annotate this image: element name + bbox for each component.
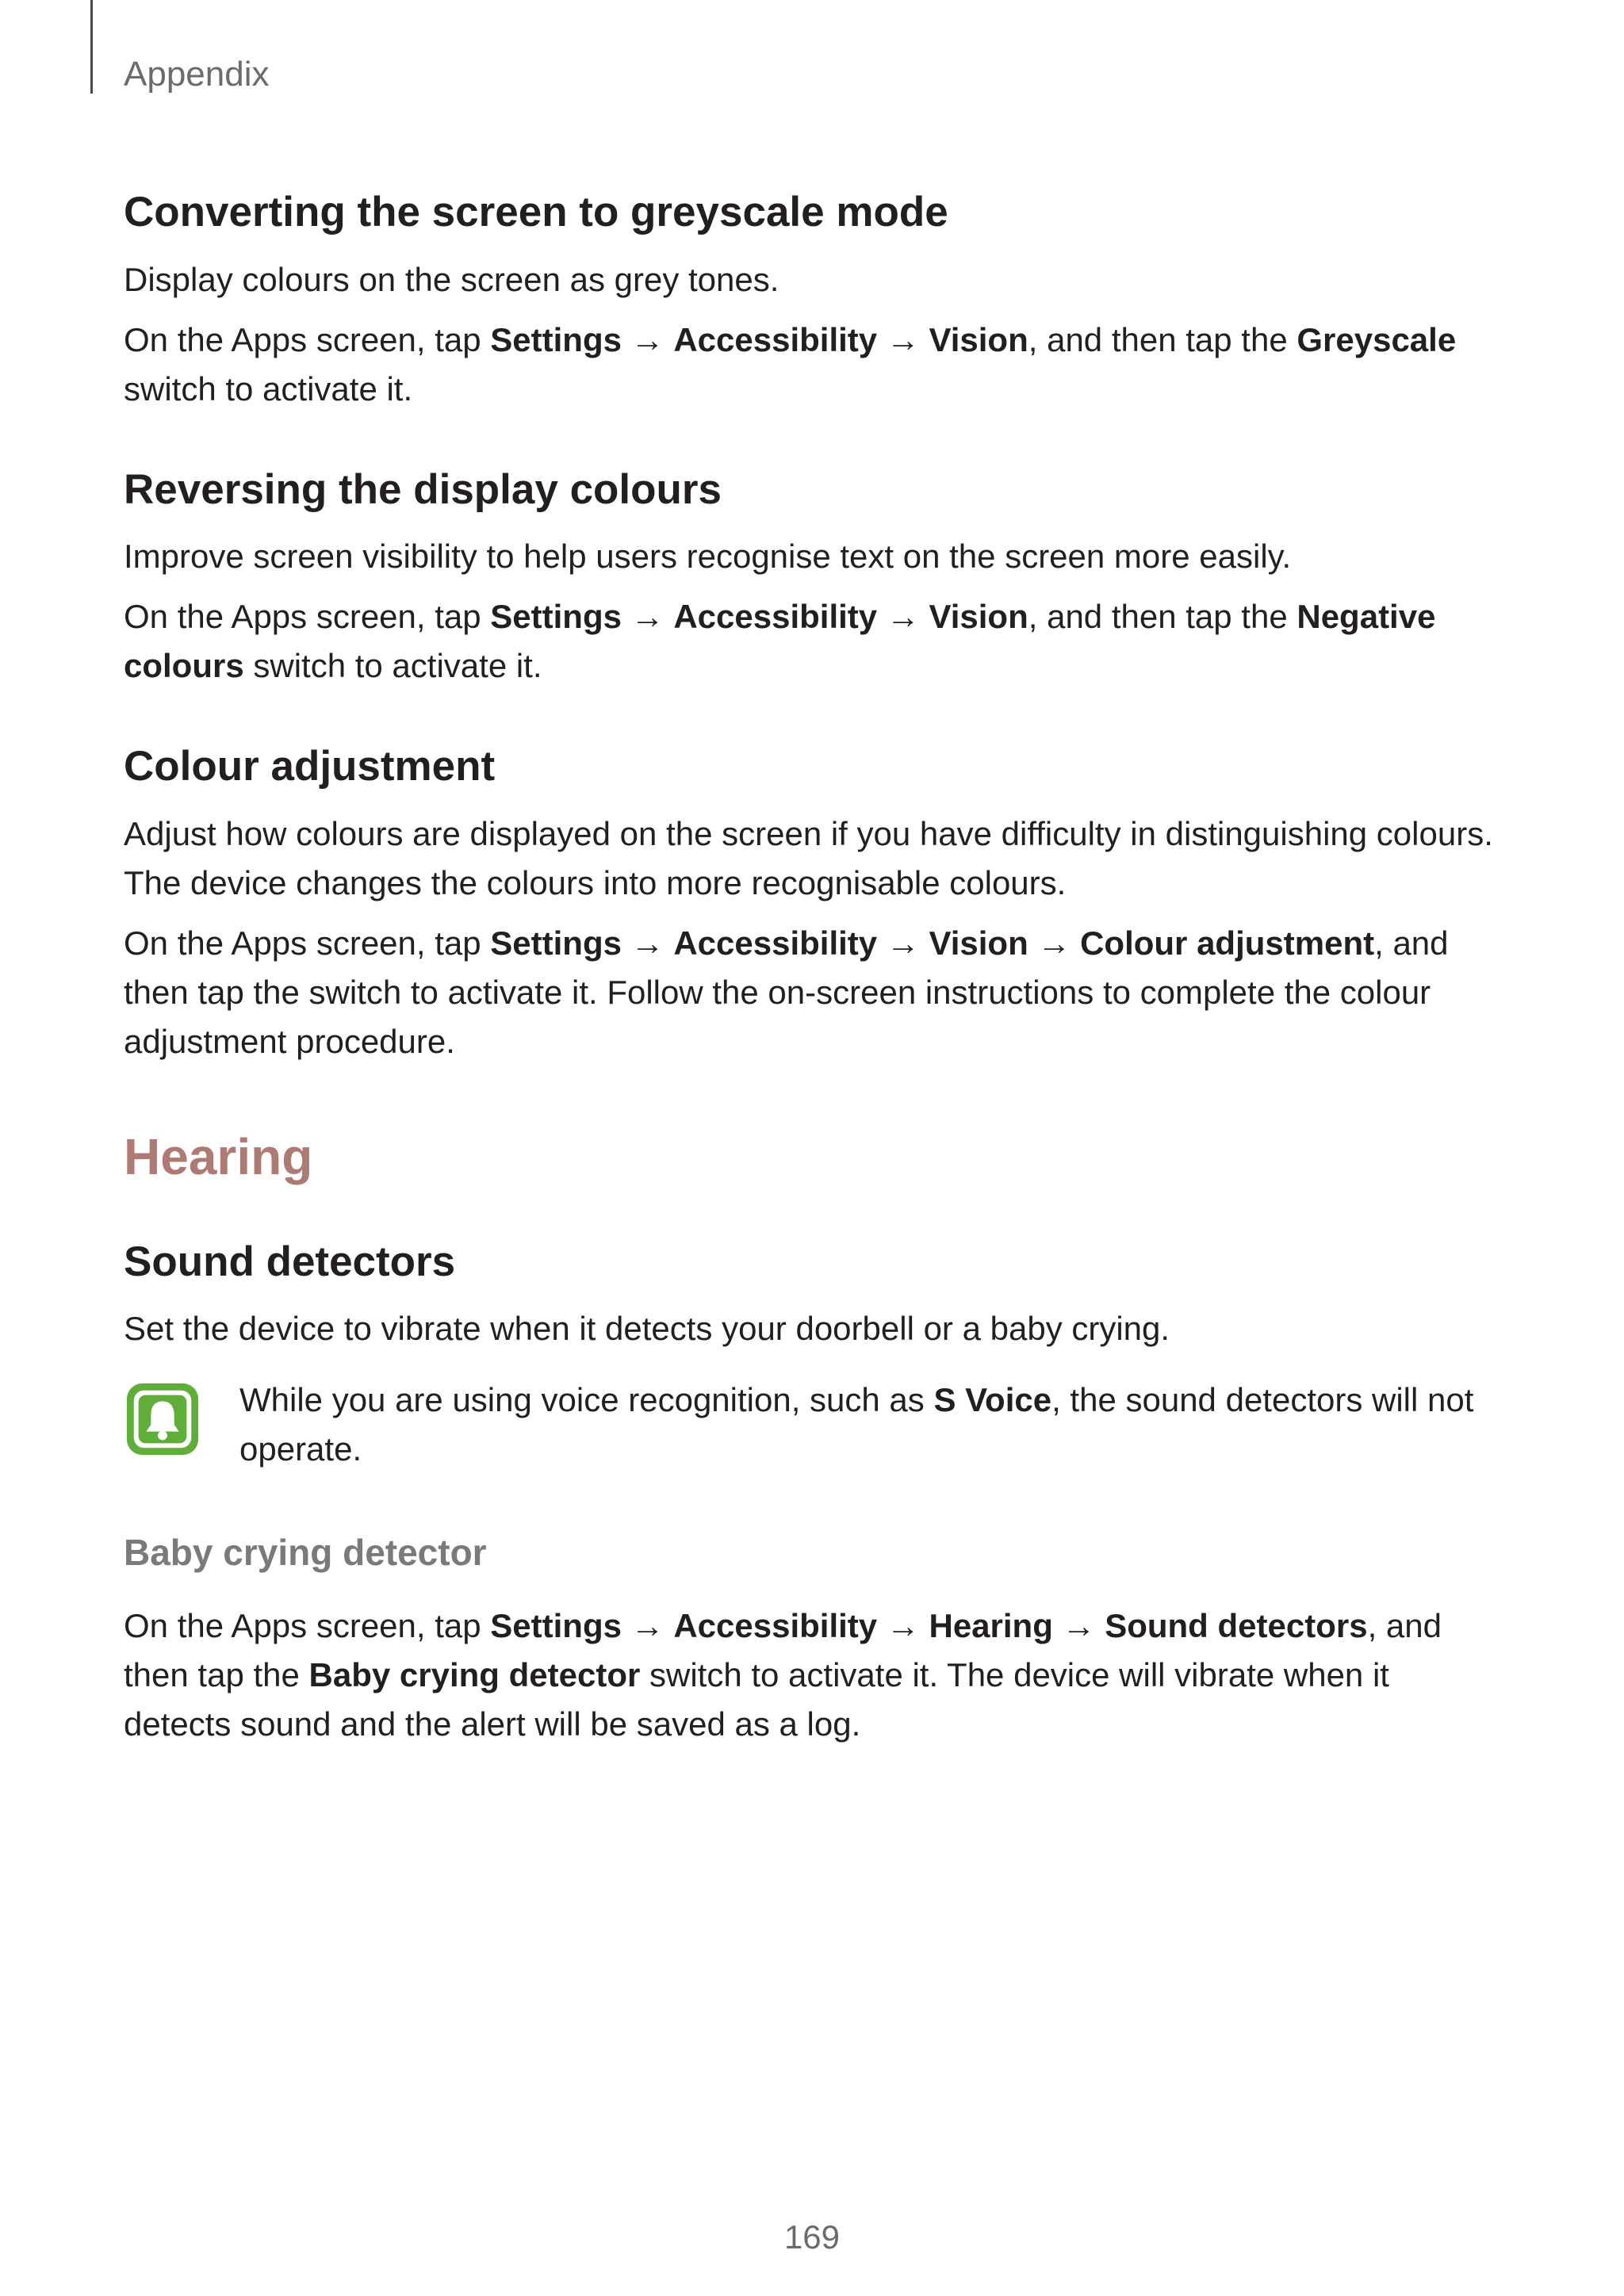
colour-adjustment-heading: Colour adjustment bbox=[124, 743, 496, 790]
greyscale-section bbox=[124, 187, 1503, 414]
baby-crying-section bbox=[124, 1531, 1503, 1749]
negative-colours-description: Improve screen visibility to help users recognise text on the screen more easily. bbox=[124, 538, 1292, 576]
colour-adjustment-section bbox=[124, 741, 1503, 1066]
page-content bbox=[124, 187, 1503, 1760]
colour-adjustment-instructions: On the Apps screen, tap Settings → Accessibility → Vision → Colour adjustment, and then tap the switch to activate it. Follow the on-screen instructions to complete the colour adjustment procedure. bbox=[124, 924, 1449, 1060]
note-box bbox=[124, 1376, 1503, 1474]
negative-colours-instructions: On the Apps screen, tap Settings → Accessibility → Vision, and then tap the Negative colours switch to activate it. bbox=[124, 598, 1436, 685]
greyscale-instructions: On the Apps screen, tap Settings → Accessibility → Vision, and then tap the Greyscale switch to activate it. bbox=[124, 320, 1457, 408]
note-text: While you are using voice recognition, such as S Voice, the sound detectors will not operate. bbox=[239, 1381, 1474, 1468]
hearing-section-heading: Hearing bbox=[124, 1127, 313, 1185]
page-number: 169 bbox=[783, 2218, 841, 2256]
sound-detectors-section bbox=[124, 1237, 1503, 1475]
sound-detectors-description: Set the device to vibrate when it detects your doorbell or a baby crying. bbox=[124, 1310, 1170, 1348]
running-header: Appendix bbox=[124, 55, 270, 94]
greyscale-description: Display colours on the screen as grey tones. bbox=[124, 260, 779, 298]
negative-colours-section bbox=[124, 465, 1503, 691]
baby-crying-instructions: On the Apps screen, tap Settings → Accessibility → Hearing → Sound detectors, and then tap the Baby crying detector switch to activate it. The device will vibrate when it detects sound and the alert will be saved as a log. bbox=[124, 1607, 1442, 1743]
header-rule bbox=[90, 0, 93, 94]
colour-adjustment-description: Adjust how colours are displayed on the screen if you have difficulty in distinguishing colours. The device changes the colours into more recognisable colours. bbox=[124, 814, 1493, 901]
baby-crying-heading: Baby crying detector bbox=[124, 1532, 487, 1574]
sound-detectors-heading: Sound detectors bbox=[124, 1238, 456, 1285]
greyscale-heading: Converting the screen to greyscale mode bbox=[124, 189, 948, 235]
negative-colours-heading: Reversing the display colours bbox=[124, 465, 722, 513]
notification-bell-icon bbox=[124, 1380, 201, 1458]
